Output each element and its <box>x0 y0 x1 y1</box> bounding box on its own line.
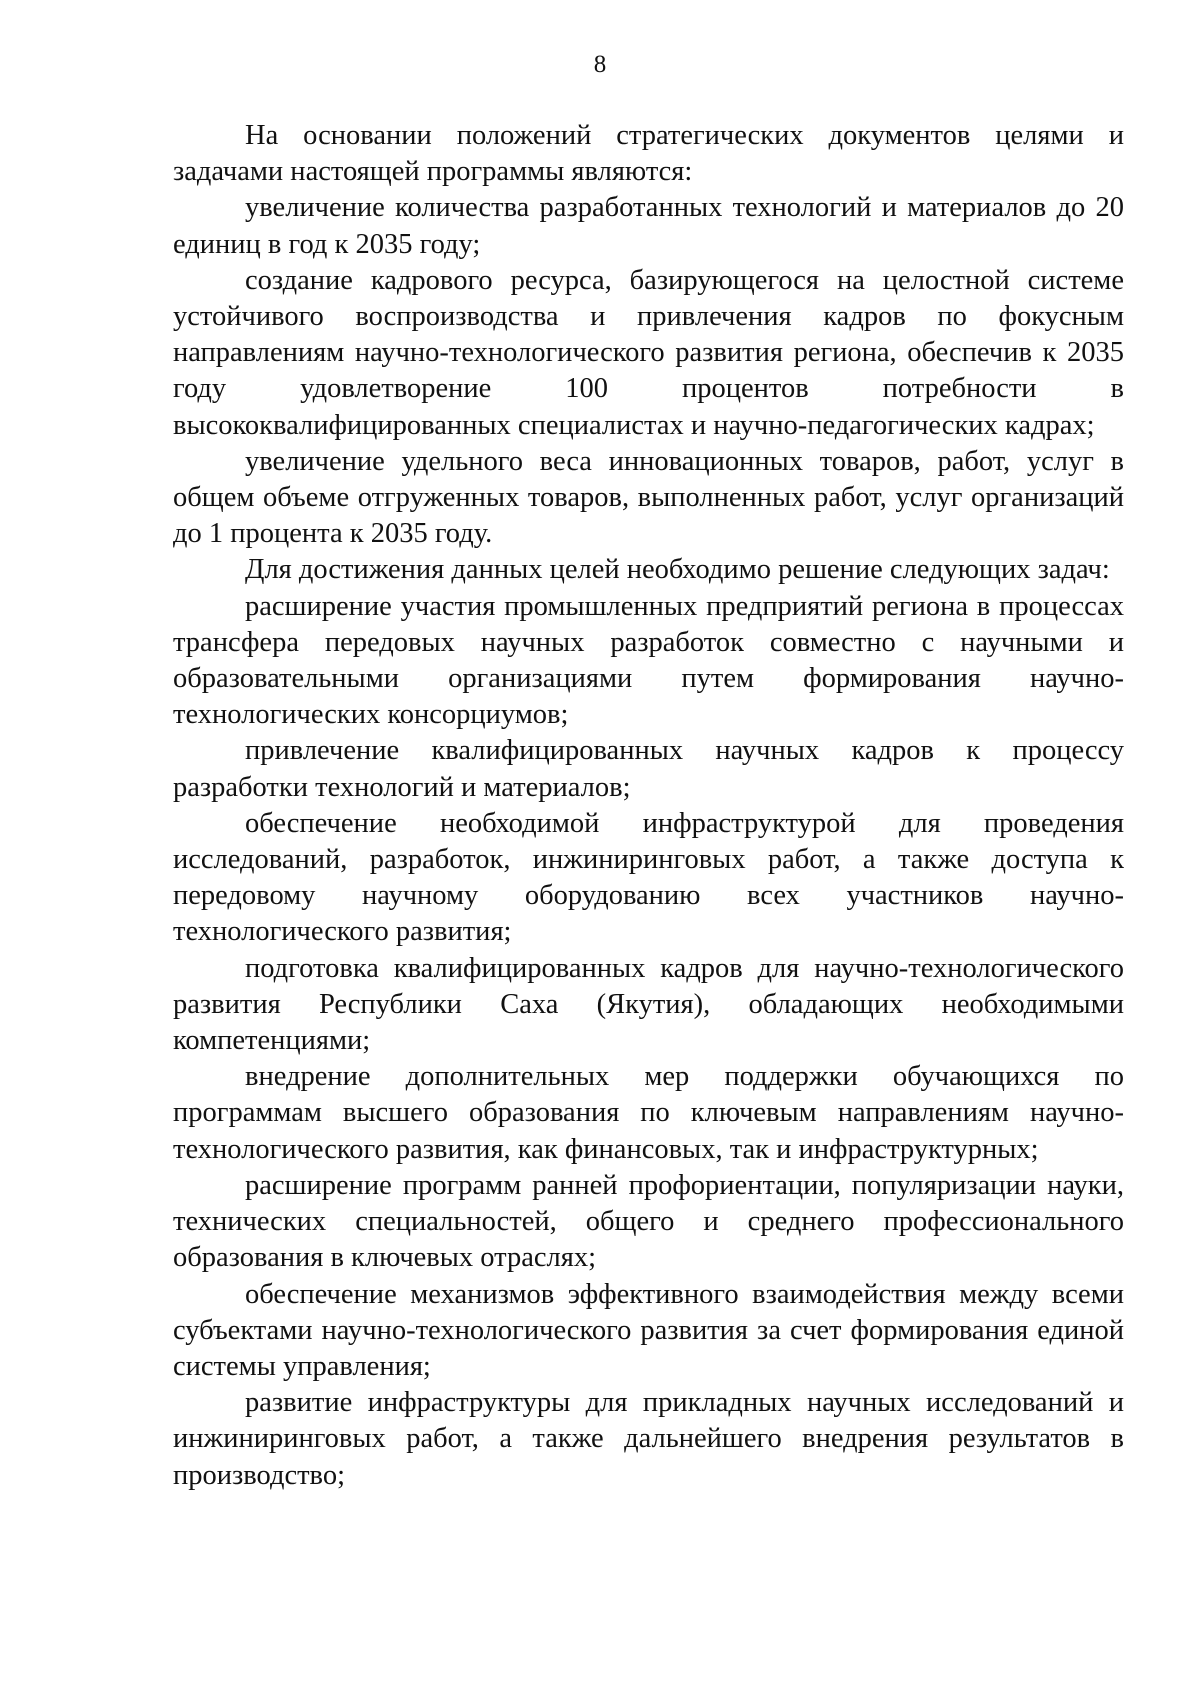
paragraph-task-training: подготовка квалифицированных кадров для научно-технологического развития Республики Саха (Якутия), обладающих необходимыми компетенциями; <box>173 952 1124 1057</box>
paragraph-task-interaction: обеспечение механизмов эффективного взаимодействия между всеми субъектами научно-технологического развития за счет формирования единой системы управления; <box>173 1278 1124 1382</box>
paragraph-goal-technologies: увеличение количества разработанных технологий и материалов до 20 единиц в год к 2035 году; <box>173 192 1124 260</box>
document-body <box>173 118 1124 1494</box>
page-number: 8 <box>593 51 607 78</box>
paragraph-task-student-support: внедрение дополнительных мер поддержки обучающихся по программам высшего образования по ключевым направлениям научно-технологического развития, как финансовых, так и инфраструктурных; <box>173 1061 1124 1165</box>
paragraph-task-infrastructure: обеспечение необходимой инфраструктурой для проведения исследований, разработок, инжиниринговых работ, а также доступа к передовому научному оборудованию всех участников научно-технологического развития; <box>173 807 1124 948</box>
paragraph-tasks-intro: Для достижения данных целей необходимо решение следующих задач: <box>245 554 1110 586</box>
paragraph-goal-innovation-share: увеличение удельного веса инновационных товаров, работ, услуг в общем объеме отгруженных товаров, выполненных работ, услуг организаций до 1 процента к 2035 году. <box>173 445 1124 550</box>
paragraph-task-career-guidance: расширение программ ранней профориентации, популяризации науки, технических специальностей, общего и среднего профессионального образования в ключевых отраслях; <box>173 1169 1124 1274</box>
paragraph-task-transfer: расширение участия промышленных предприятий региона в процессах трансфера передовых научных разработок совместно с научными и образовательными организациями путем формирования научно-технологических консорциумов; <box>173 590 1124 731</box>
paragraph-task-attract-personnel: привлечение квалифицированных научных кадров к процессу разработки технологий и материалов; <box>173 735 1124 803</box>
paragraph-intro: На основании положений стратегических документов целями и задачами настоящей программы являются: <box>173 120 1124 188</box>
paragraph-goal-personnel: создание кадрового ресурса, базирующегося на целостной системе устойчивого воспроизводства и привлечения кадров по фокусным направлениям научно-технологического развития региона, обеспечив к 2035 году удовлетворение 100 процентов потребности в высококвалифицированных специалистах и научно-педагогических кадрах; <box>173 264 1124 441</box>
paragraph-task-applied-research: развитие инфраструктуры для прикладных научных исследований и инжиниринговых работ, а также дальнейшего внедрения результатов в производство; <box>173 1387 1124 1491</box>
